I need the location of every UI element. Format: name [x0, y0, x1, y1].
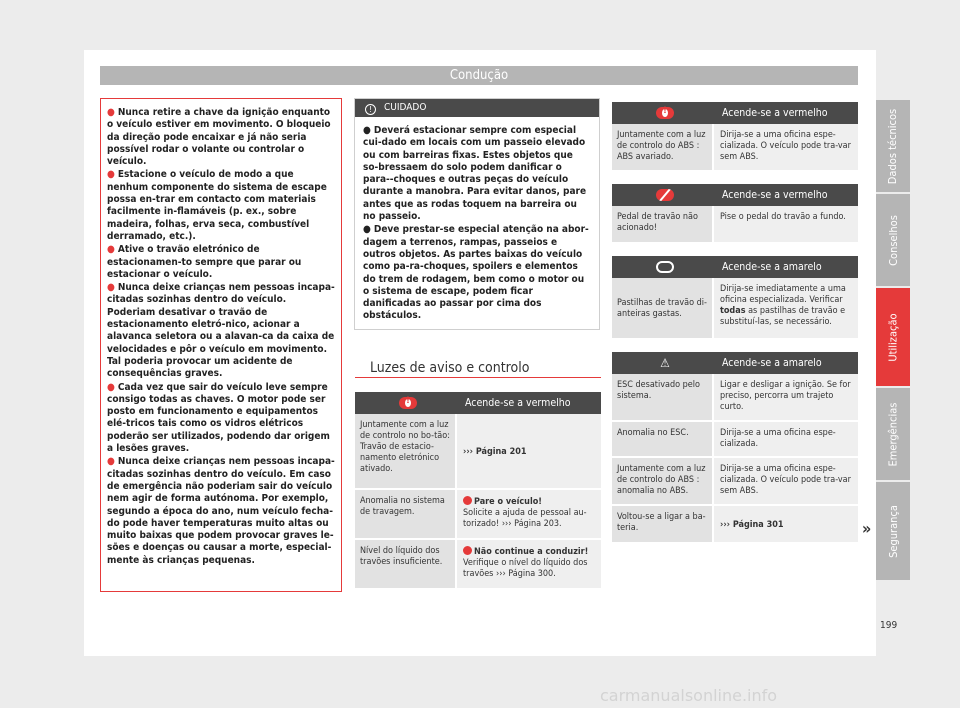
page-link[interactable]: ››› Página 301	[720, 519, 784, 530]
table-row: Voltou-se a ligar a ba-teria. ››› Página 301	[612, 506, 858, 544]
page-number: 199	[880, 620, 898, 631]
tab-emergencias[interactable]: Emergências	[876, 388, 910, 480]
table-row: Pastilhas de travão di-anteiras gastas. Dirija-se imediatamente a uma oficina especializada. Verificar todas as pastilhas de travão e substituí-las, se necessário.	[612, 278, 858, 340]
warning-light-table-pedal	[612, 184, 858, 244]
list-item: ● Nunca deixe crianças nem pessoas incapa-citadas sozinhas dentro do veículo. Poderiam desativar o travão de estacionamento eletró-nico, acionar a alavanca seletora ou a alavan-ca da caixa de velocidades e pôr o veículo em movimento. Tal poderia provocar um acidente de consequências graves.	[107, 282, 335, 380]
esc-icon: ⚠	[660, 356, 670, 370]
table-header: ! Acende-se a vermelho	[612, 102, 858, 124]
table-header: Acende-se a amarelo	[612, 256, 858, 278]
tab-utilizacao[interactable]: Utilização	[876, 288, 910, 386]
caution-header: ! CUIDADO	[355, 99, 599, 117]
list-item: ● Cada vez que sair do veículo leve sempre consigo todas as chaves. O motor pode ser posto em funcionamento e equipamentos elé-tricos tais como os vidros elétricos poderão ser utilizados, podendo dar origem a lesões graves.	[107, 381, 330, 455]
table-row: Anomalia no sistema de travagem. Pare o veículo! Solicite a ajuda de pessoal au-torizado! ››› Página 203.	[355, 490, 601, 540]
warning-light-table-esc	[612, 352, 858, 544]
caution-body	[355, 117, 599, 323]
table-row: Pedal de travão não acionado! Pise o pedal do travão a fundo.	[612, 206, 858, 244]
caution-box	[354, 98, 600, 330]
stop-icon	[463, 546, 472, 555]
info-icon: !	[365, 104, 376, 115]
bullet-icon: ●	[107, 244, 115, 256]
table-header: ⚠ Acende-se a amarelo	[612, 352, 858, 374]
tab-dados-tecnicos[interactable]: Dados técnicos	[876, 100, 910, 192]
bullet-icon: ●	[363, 224, 371, 236]
section-title: Luzes de aviso e controlo	[370, 360, 530, 376]
table-row: Juntamente com a luz de controlo do ABS : anomalia no ABS. Dirija-se a uma oficina espe-cializada. O veículo pode tra-var sem ABS.	[612, 458, 858, 506]
table-row: ESC desativado pelo sistema. Ligar e desligar a ignição. Se for preciso, percorra um trajeto curto.	[612, 374, 858, 422]
brake-pads-icon	[656, 261, 674, 273]
table-header: ! Acende-se a vermelho	[355, 392, 601, 414]
brake-pedal-icon	[656, 189, 674, 201]
warning-light-table-pads	[612, 256, 858, 340]
brake-warning-icon	[399, 397, 417, 409]
section-divider	[355, 377, 601, 378]
tab-seguranca[interactable]: Segurança	[876, 482, 910, 580]
brake-warning-icon	[656, 107, 674, 119]
bullet-icon: ●	[107, 282, 115, 294]
side-tab-bar	[876, 100, 910, 582]
bullet-icon: ●	[107, 381, 115, 393]
table-row: Juntamente com a luz de controlo no bo-tão: Travão de estacio-namento eletrónico ativado. ››› Página 201	[355, 414, 601, 490]
tab-conselhos[interactable]: Conselhos	[876, 194, 910, 286]
list-item: ● Nunca retire a chave da ignição enquanto o veículo estiver em movimento. O bloqueio da direção pode encaixar e já não seria possível rodar o volante ou controlar o veículo.	[107, 107, 331, 168]
footer-watermark: carmanualsonline.info	[600, 686, 778, 705]
table-header: Acende-se a vermelho	[612, 184, 858, 206]
warning-light-table-abs-red	[612, 102, 858, 172]
bullet-icon: ●	[107, 107, 115, 118]
bullet-icon: ●	[107, 456, 115, 468]
page-link[interactable]: ››› Página 201	[463, 446, 527, 457]
list-item: ● Deverá estacionar sempre com especial cui-dado em locais com um passeio elevado ou com barreiras fixas. Estes objetos que so-bressaem do solo podem danificar o para--choques e outras peças do veículo durante a manobra. Para evitar danos, pare antes que as rodas toquem na barreira ou no passeio.	[363, 125, 587, 223]
warning-light-table-brake	[355, 392, 601, 590]
continue-mark: »	[862, 519, 872, 538]
table-row: Juntamente com a luz de controlo do ABS : ABS avariado. Dirija-se a uma oficina espe-cializada. O veículo pode tra-var sem ABS.	[612, 124, 858, 172]
stop-icon	[463, 496, 472, 505]
bullet-icon: ●	[107, 169, 115, 181]
list-item: ● Ative o travão eletrónico de estacionamen-to sempre que parar ou estacionar o veículo.	[107, 244, 302, 280]
table-row: Nível do líquido dos travões insuficiente. Não continue a conduzir! Verifique o nível do líquido dos travões ››› Página 300.	[355, 540, 601, 590]
list-item: ● Deve prestar-se especial atenção na abor-dagem a terrenos, rampas, passeios e outros objetos. As partes baixas do veículo como pa-ra-choques, spoilers e elementos do trem de rodagem, bem como o motor ou o sistema de escape, podem ficar danificadas ao passar por cima dos obstáculos.	[363, 224, 589, 322]
list-item: ● Estacione o veículo de modo a que nenhum componente do sistema de escape possa en-trar em contacto com materiais facilmente in-flamáveis (p. ex., sobre madeira, folhas, erva seca, combustível derramado, etc.).	[107, 169, 327, 242]
page-header: Condução	[100, 66, 858, 85]
warning-list	[107, 107, 335, 567]
list-item: ● Nunca deixe crianças nem pessoas incapa-citadas sozinhas dentro do veículo. Em caso de emergência não poderiam sair do veículo nem agir de forma autónoma. Por exemplo, segundo a época do ano, num veículo fecha-do pode haver temperaturas muito altas ou muito baixas que podem provocar graves le-sões e doenças ou causar a morte, especial-mente às crianças pequenas.	[107, 456, 335, 566]
bullet-icon: ●	[363, 125, 371, 136]
warning-box	[100, 98, 342, 592]
table-row: Anomalia no ESC. Dirija-se a uma oficina espe-cializada.	[612, 422, 858, 458]
